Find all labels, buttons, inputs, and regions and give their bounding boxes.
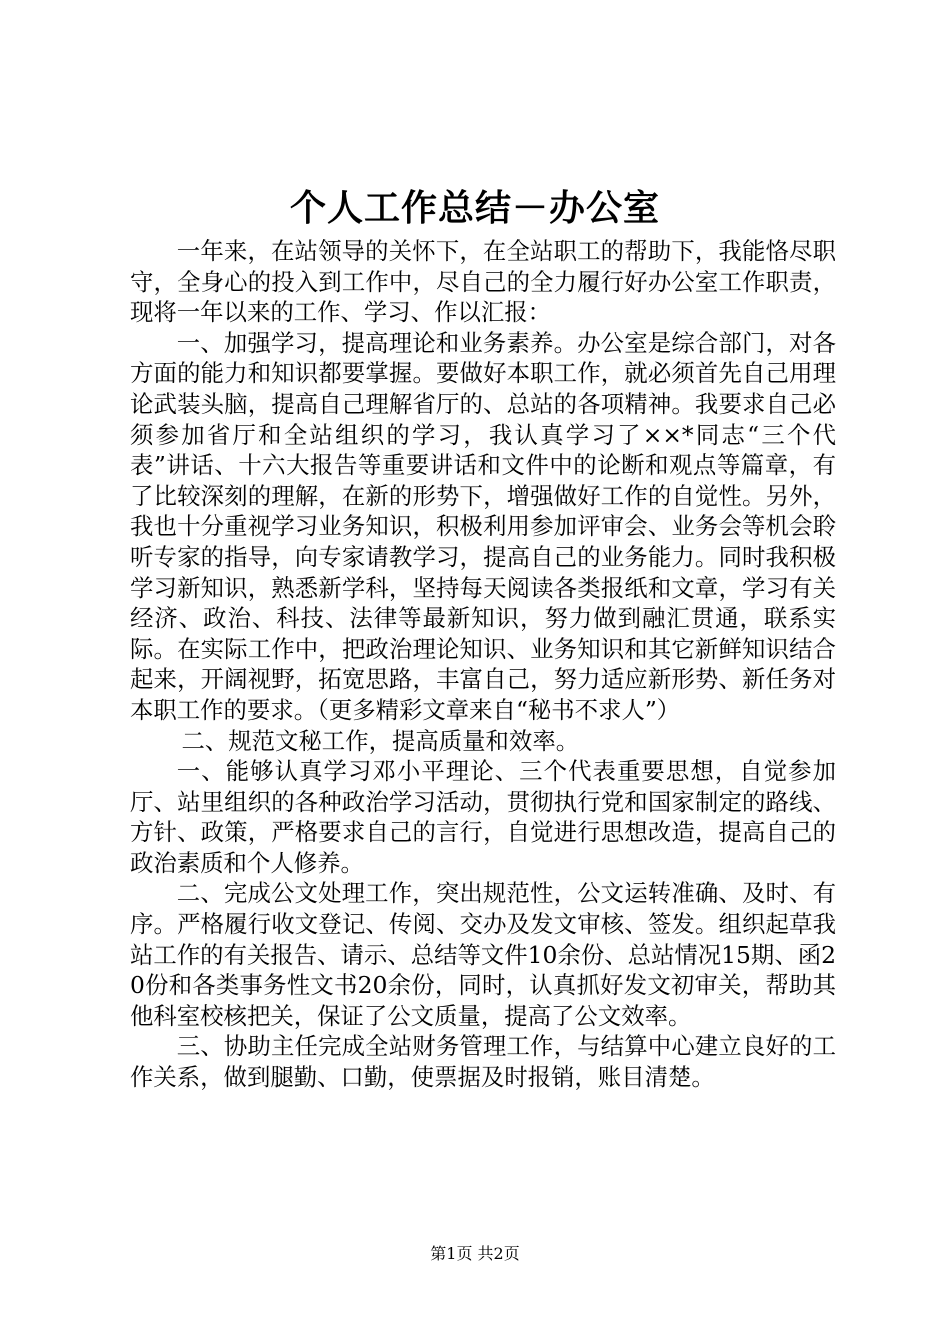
document-body bbox=[130, 236, 836, 1093]
paragraph-document-handling: 二、完成公文处理工作，突出规范性，公文运转准确、及时、有序。严格履行收文登记、传阅、交办及发文审核、签发。组织起草我站工作的有关报告、请示、总结等文件10余份、总站情况15期、函20份和各类事务性文书20余份，同时，认真抓好发文初审关，帮助其他科室校核把关，保证了公文质量，提高了公文效率。 bbox=[130, 879, 836, 1030]
paragraph-study: 一、加强学习，提高理论和业务素养。办公室是综合部门，对各方面的能力和知识都要掌握。要做好本职工作，就必须首先自己用理论武装头脑，提高自己理解省厅的、总站的各项精神。我要求自己必须参加省厅和全站组织的学习，我认真学习了××*同志“三个代表”讲话、十六大报告等重要讲话和文件中的论断和观点等篇章，有了比较深刻的理解，在新的形势下，增强做好工作的自觉性。另外，我也十分重视学习业务知识，积极利用参加评审会、业务会等机会聆听专家的指导，向专家请教学习，提高自己的业务能力。同时我积极学习新知识，熟悉新学科，坚持每天阅读各类报纸和文章，学习有关经济、政治、科技、法律等最新知识，努力做到融汇贯通，联系实际。在实际工作中，把政治理论知识、业务知识和其它新鲜知识结合起来，开阔视野，拓宽思路，丰富自己，努力适应新形势、新任务对本职工作的要求。（更多精彩文章来自“秘书不求人”） bbox=[130, 328, 836, 724]
page-number-footer: 第1页 共2页 bbox=[430, 1244, 520, 1263]
paragraph-finance: 三、协助主任完成全站财务管理工作，与结算中心建立良好的工作关系，做到腿勤、口勤，使票据及时报销，账目清楚。 bbox=[130, 1032, 836, 1092]
document-title: 个人工作总结－办公室 bbox=[289, 187, 660, 229]
paragraph-political-study: 一、能够认真学习邓小平理论、三个代表重要思想，自觉参加厅、站里组织的各种政治学习活动，贯彻执行党和国家制定的路线、方针、政策，严格要求自己的言行，自觉进行思想改造，提高自己的政治素质和个人修养。 bbox=[130, 757, 836, 877]
paragraph-section-heading: 二、规范文秘工作，提高质量和效率。 bbox=[181, 726, 580, 755]
paragraph-intro: 一年来，在站领导的关怀下，在全站职工的帮助下，我能恪尽职守，全身心的投入到工作中，尽自己的全力履行好办公室工作职责，现将一年以来的工作、学习、作以汇报： bbox=[130, 237, 836, 327]
